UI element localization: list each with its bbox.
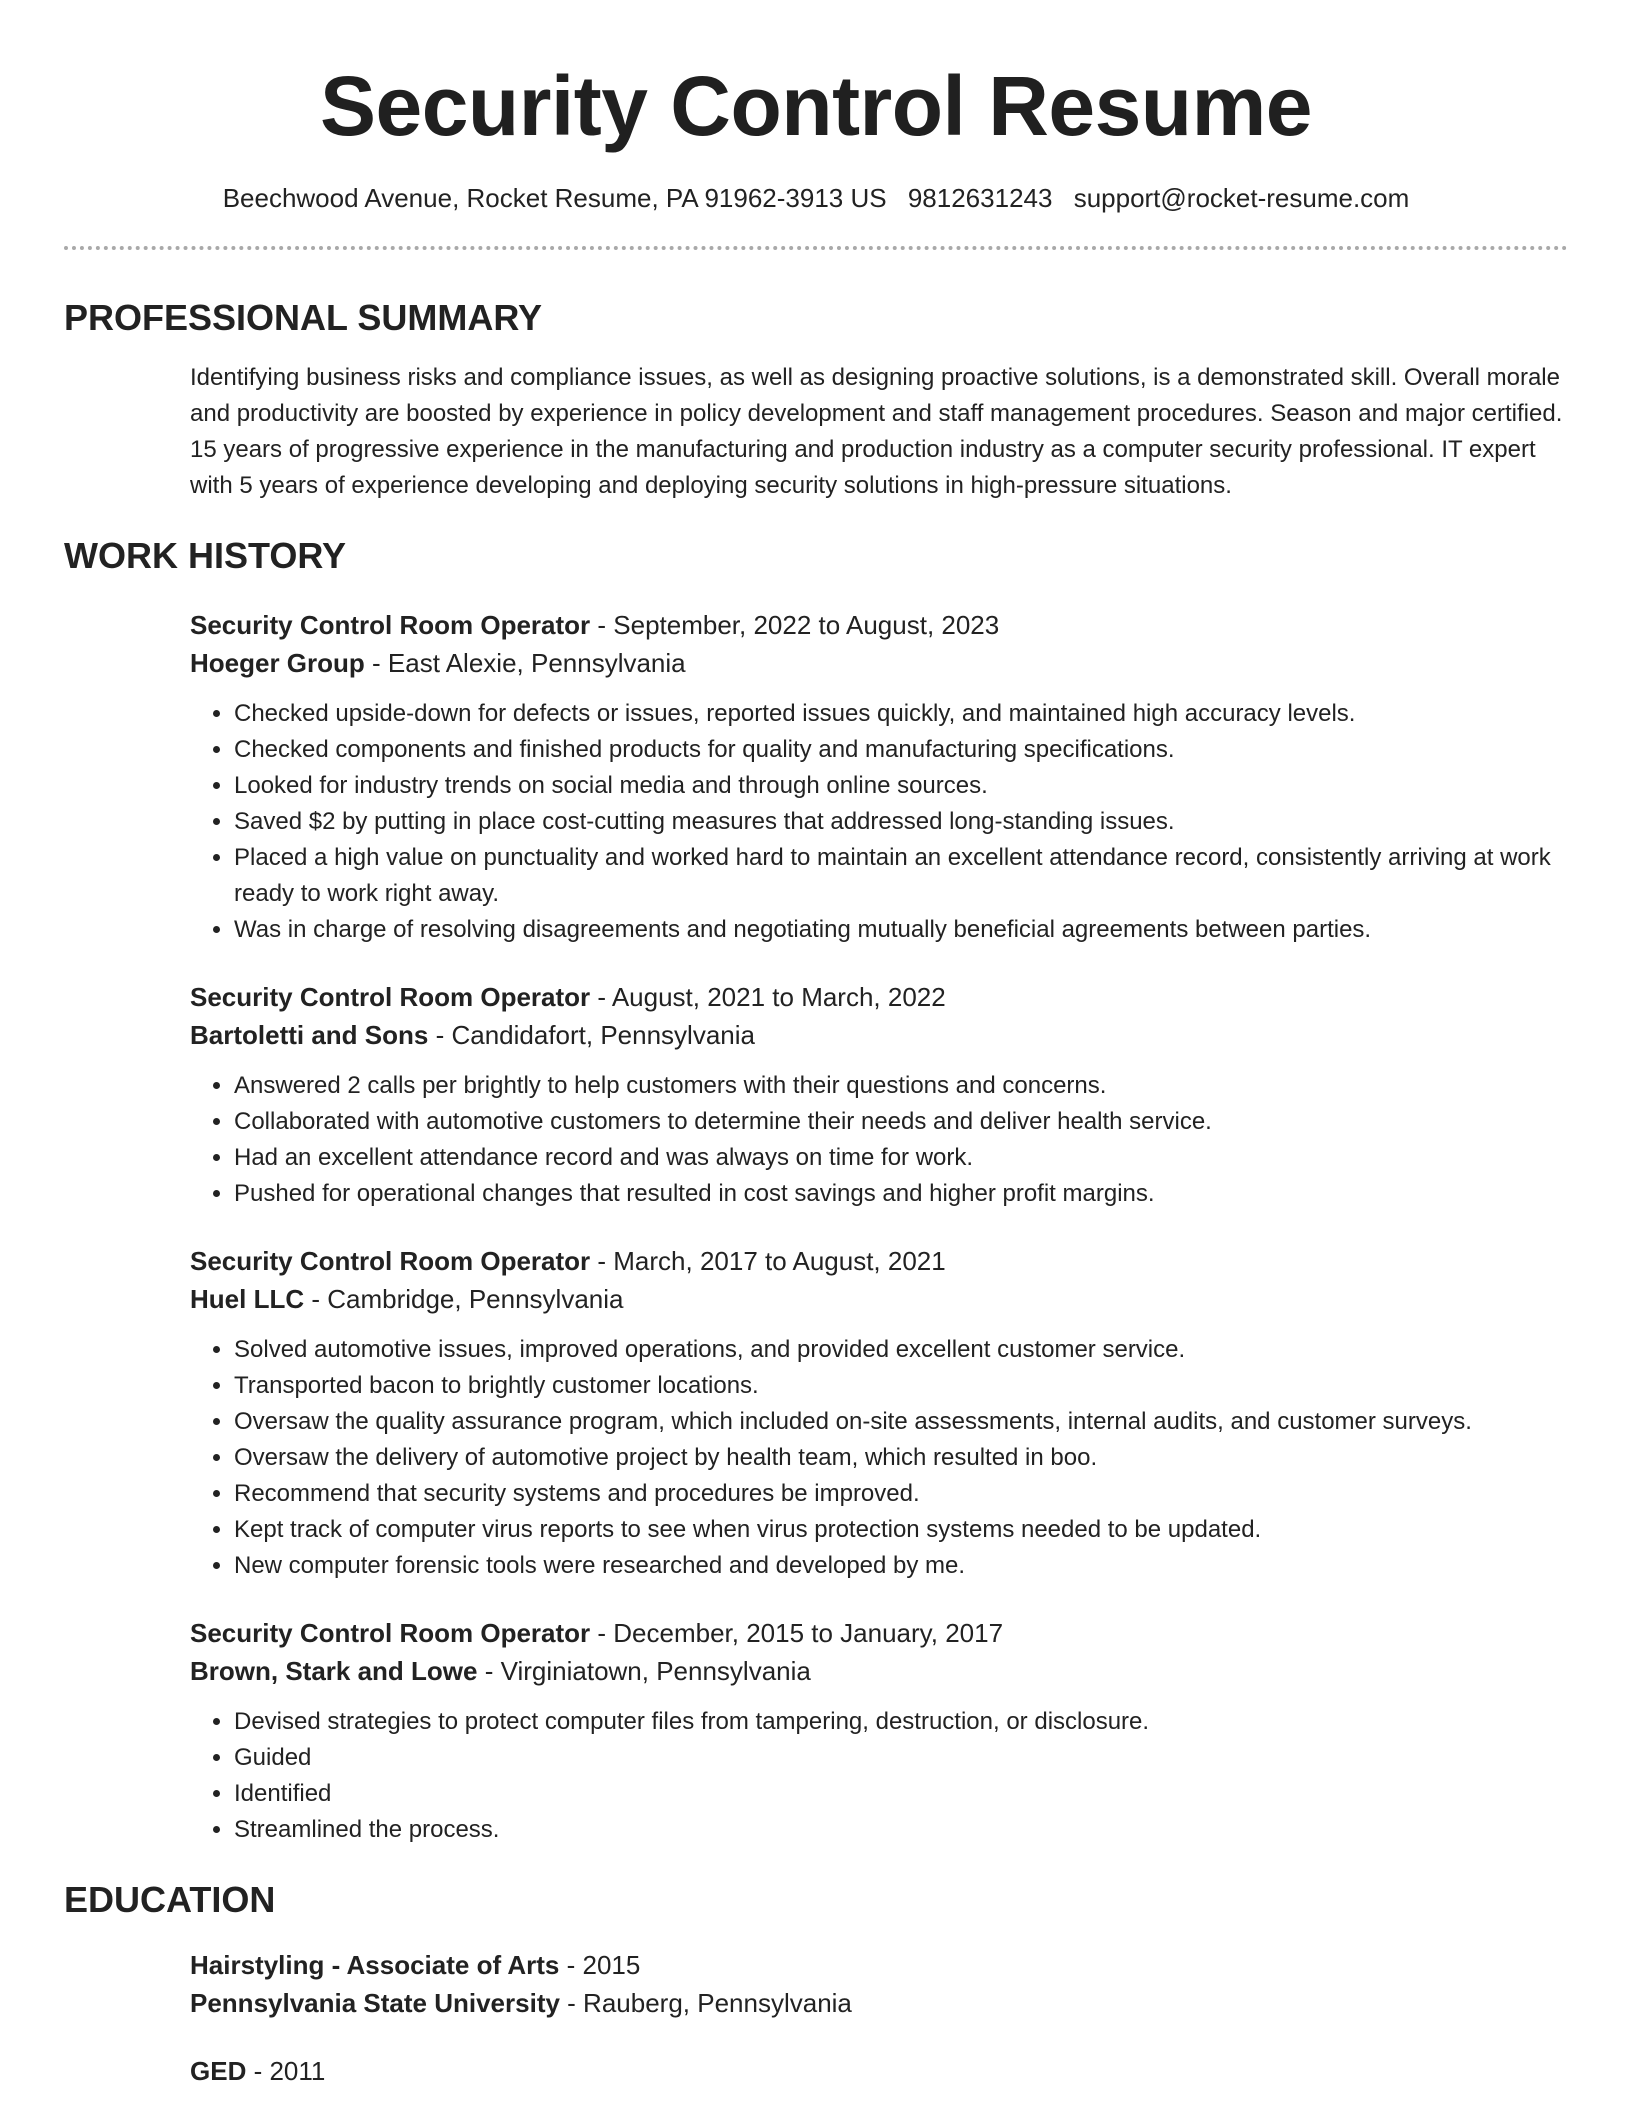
job-company-line [190, 1652, 1568, 1690]
education-degree: Hairstyling - Associate of Arts [190, 1950, 560, 1980]
job-entry [190, 978, 1568, 1212]
job-company: Bartoletti and Sons [190, 1020, 429, 1050]
job-bullet: • Streamlined the process. [234, 1812, 1568, 1848]
job-title: Security Control Room Operator [190, 610, 591, 640]
contact-phone: 9812631243 [907, 183, 1053, 213]
job-bullet: • Pushed for operational changes that resulted in cost savings and higher profit margins. [234, 1176, 1568, 1212]
resume-title: Security Control Resume [319, 59, 1313, 153]
job-company: Huel LLC [190, 1284, 305, 1314]
education-entry [190, 2052, 1568, 2090]
summary-text: Identifying business risks and compliance issues, as well as designing proactive solutions, is a demonstrated skill. Overall morale and productivity are boosted by experience in policy development and staff management procedures. Season and major certified. 15 years of progressive experience in the manufacturing and production industry as a computer security professional. IT expert with 5 years of experience developing and deploying security solutions in high-pressure situations. [190, 364, 1563, 499]
job-title-line [190, 606, 1568, 644]
education-year: - 2011 [246, 2056, 326, 2086]
job-title: Security Control Room Operator [190, 982, 591, 1012]
job-entry [190, 1242, 1568, 1584]
job-dates: - September, 2022 to August, 2023 [590, 610, 1000, 640]
job-entry [190, 606, 1568, 948]
job-bullets [190, 1068, 1568, 1212]
job-bullets [190, 1332, 1568, 1584]
contact-email: support@rocket-resume.com [1073, 183, 1410, 213]
job-bullet: • Transported bacon to brightly customer locations. [234, 1368, 1568, 1404]
job-location: - Candidafort, Pennsylvania [428, 1020, 755, 1050]
job-bullet: • Identified [234, 1776, 1568, 1812]
job-bullet: • Answered 2 calls per brightly to help customers with their questions and concerns. [234, 1068, 1568, 1104]
job-bullet: • Checked upside-down for defects or issues, reported issues quickly, and maintained high accuracy levels. [234, 696, 1568, 732]
contact-line [64, 180, 1568, 216]
header-divider [64, 246, 1568, 250]
work-history-section [64, 534, 1568, 1848]
job-location: - Cambridge, Pennsylvania [304, 1284, 624, 1314]
job-dates: - March, 2017 to August, 2021 [590, 1246, 946, 1276]
job-bullets [190, 1704, 1568, 1848]
job-bullet: • Oversaw the quality assurance program, which included on-site assessments, internal audits, and customer surveys. [234, 1404, 1568, 1440]
contact-address: Beechwood Avenue, Rocket Resume, PA 91962-3913 US [222, 183, 887, 213]
job-company: Brown, Stark and Lowe [190, 1656, 478, 1686]
job-location: - Virginiatown, Pennsylvania [477, 1656, 811, 1686]
resume-page [64, 0, 1568, 2090]
job-location: - East Alexie, Pennsylvania [364, 648, 686, 678]
education-school: Pennsylvania State University [190, 1988, 560, 2018]
job-bullet: • Guided [234, 1740, 1568, 1776]
job-title: Security Control Room Operator [190, 1246, 591, 1276]
job-company-line [190, 1016, 1568, 1054]
education-section [64, 1878, 1568, 2090]
education-degree: GED [190, 2056, 247, 2086]
summary-section [64, 296, 1568, 504]
job-title-line [190, 1242, 1568, 1280]
job-title-line [190, 978, 1568, 1016]
job-bullets [190, 696, 1568, 948]
job-company-line [190, 644, 1568, 682]
job-title-line [190, 1614, 1568, 1652]
job-company: Hoeger Group [190, 648, 365, 678]
job-bullet: • Kept track of computer virus reports to see when virus protection systems needed to be updated. [234, 1512, 1568, 1548]
job-bullet: • New computer forensic tools were researched and developed by me. [234, 1548, 1568, 1584]
job-company-line [190, 1280, 1568, 1318]
job-bullet: • Looked for industry trends on social media and through online sources. [234, 768, 1568, 804]
job-bullet: • Had an excellent attendance record and was always on time for work. [234, 1140, 1568, 1176]
education-year: - 2015 [559, 1950, 641, 1980]
job-bullet: • Checked components and finished products for quality and manufacturing specifications. [234, 732, 1568, 768]
education-location: - Rauberg, Pennsylvania [559, 1988, 852, 2018]
job-bullet: • Placed a high value on punctuality and worked hard to maintain an excellent attendance record, consistently arriving at work ready to work right away. [234, 840, 1568, 912]
education-heading: EDUCATION [64, 1879, 276, 1920]
education-school-line [190, 1984, 1568, 2022]
summary-heading: PROFESSIONAL SUMMARY [64, 297, 543, 338]
work-history-heading: WORK HISTORY [64, 535, 347, 576]
job-dates: - August, 2021 to March, 2022 [590, 982, 946, 1012]
education-entry [190, 1946, 1568, 2022]
job-bullet: • Devised strategies to protect computer files from tampering, destruction, or disclosure. [234, 1704, 1568, 1740]
job-entry [190, 1614, 1568, 1848]
job-bullet: • Saved $2 by putting in place cost-cutting measures that addressed long-standing issues. [234, 804, 1568, 840]
job-bullet: • Solved automotive issues, improved operations, and provided excellent customer service. [234, 1332, 1568, 1368]
job-bullet: • Was in charge of resolving disagreements and negotiating mutually beneficial agreements between parties. [234, 912, 1568, 948]
job-title: Security Control Room Operator [190, 1618, 591, 1648]
job-bullet: • Oversaw the delivery of automotive project by health team, which resulted in boo. [234, 1440, 1568, 1476]
job-bullet: • Recommend that security systems and procedures be improved. [234, 1476, 1568, 1512]
education-degree-line [190, 1946, 1568, 1984]
job-bullet: • Collaborated with automotive customers to determine their needs and deliver health service. [234, 1104, 1568, 1140]
job-dates: - December, 2015 to January, 2017 [590, 1618, 1004, 1648]
education-degree-line [190, 2052, 1568, 2090]
